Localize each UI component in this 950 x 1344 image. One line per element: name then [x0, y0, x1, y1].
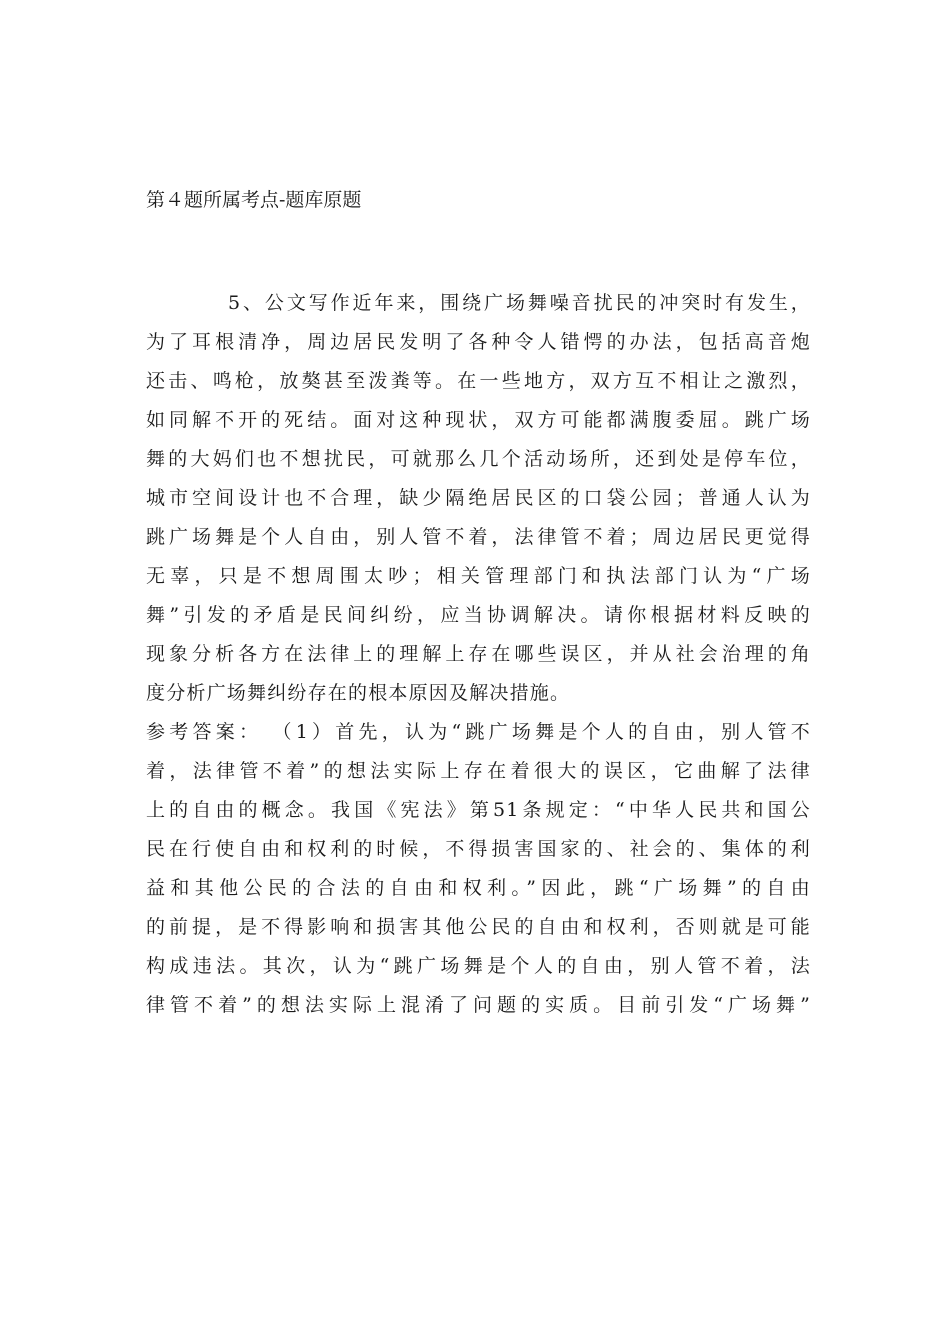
answer-line: 律管不着”的想法实际上混淆了问题的实质。目前引发“广场舞”: [146, 994, 811, 1016]
question-line: 还击、鸣枪，放獒甚至泼粪等。在一些地方，双方互不相让之激烈，: [146, 370, 811, 392]
question-line: 舞的大妈们也不想扰民，可就那么几个活动场所，还到处是停车位，: [146, 448, 811, 470]
question-line: 如同解不开的死结。面对这种现状，双方可能都满腹委屈。跳广场: [146, 409, 811, 431]
body-text: [146, 284, 811, 1025]
question-line: 跳广场舞是个人自由，别人管不着，法律管不着；周边居民更觉得: [146, 526, 811, 548]
question-line: 现象分析各方在法律上的理解上存在哪些误区，并从社会治理的角: [146, 643, 811, 665]
answer-line: 参考答案： （1）首先，认为“跳广场舞是个人的自由，别人管不: [146, 721, 811, 743]
answer-line: 的前提，是不得影响和损害其他公民的自由和权利，否则就是可能: [146, 916, 811, 938]
answer-line: 上的自由的概念。我国《宪法》第51条规定：“中华人民共和国公: [146, 799, 811, 821]
section-label: 第４题所属考点-题库原题: [146, 189, 362, 211]
question-line: 城市空间设计也不合理，缺少隔绝居民区的口袋公园；普通人认为: [146, 487, 811, 509]
answer-line: 益和其他公民的合法的自由和权利。”因此，跳“广场舞”的自由: [146, 877, 811, 899]
answer-line: 构成违法。其次，认为“跳广场舞是个人的自由，别人管不着，法: [146, 955, 811, 977]
answer-line: 民在行使自由和权利的时候，不得损害国家的、社会的、集体的利: [146, 838, 811, 860]
question-line: 度分析广场舞纠纷存在的根本原因及解决措施。: [146, 682, 571, 704]
question-line: 舞”引发的矛盾是民间纠纷，应当协调解决。请你根据材料反映的: [146, 604, 811, 626]
question-line: 无辜，只是不想周围太吵；相关管理部门和执法部门认为“广场: [146, 565, 811, 587]
question-line: 5、公文写作近年来，围绕广场舞噪音扰民的冲突时有发生，: [228, 292, 811, 314]
question-line: 为了耳根清净，周边居民发明了各种令人错愕的办法，包括高音炮: [146, 331, 811, 353]
answer-line: 着，法律管不着”的想法实际上存在着很大的误区，它曲解了法律: [146, 760, 811, 782]
